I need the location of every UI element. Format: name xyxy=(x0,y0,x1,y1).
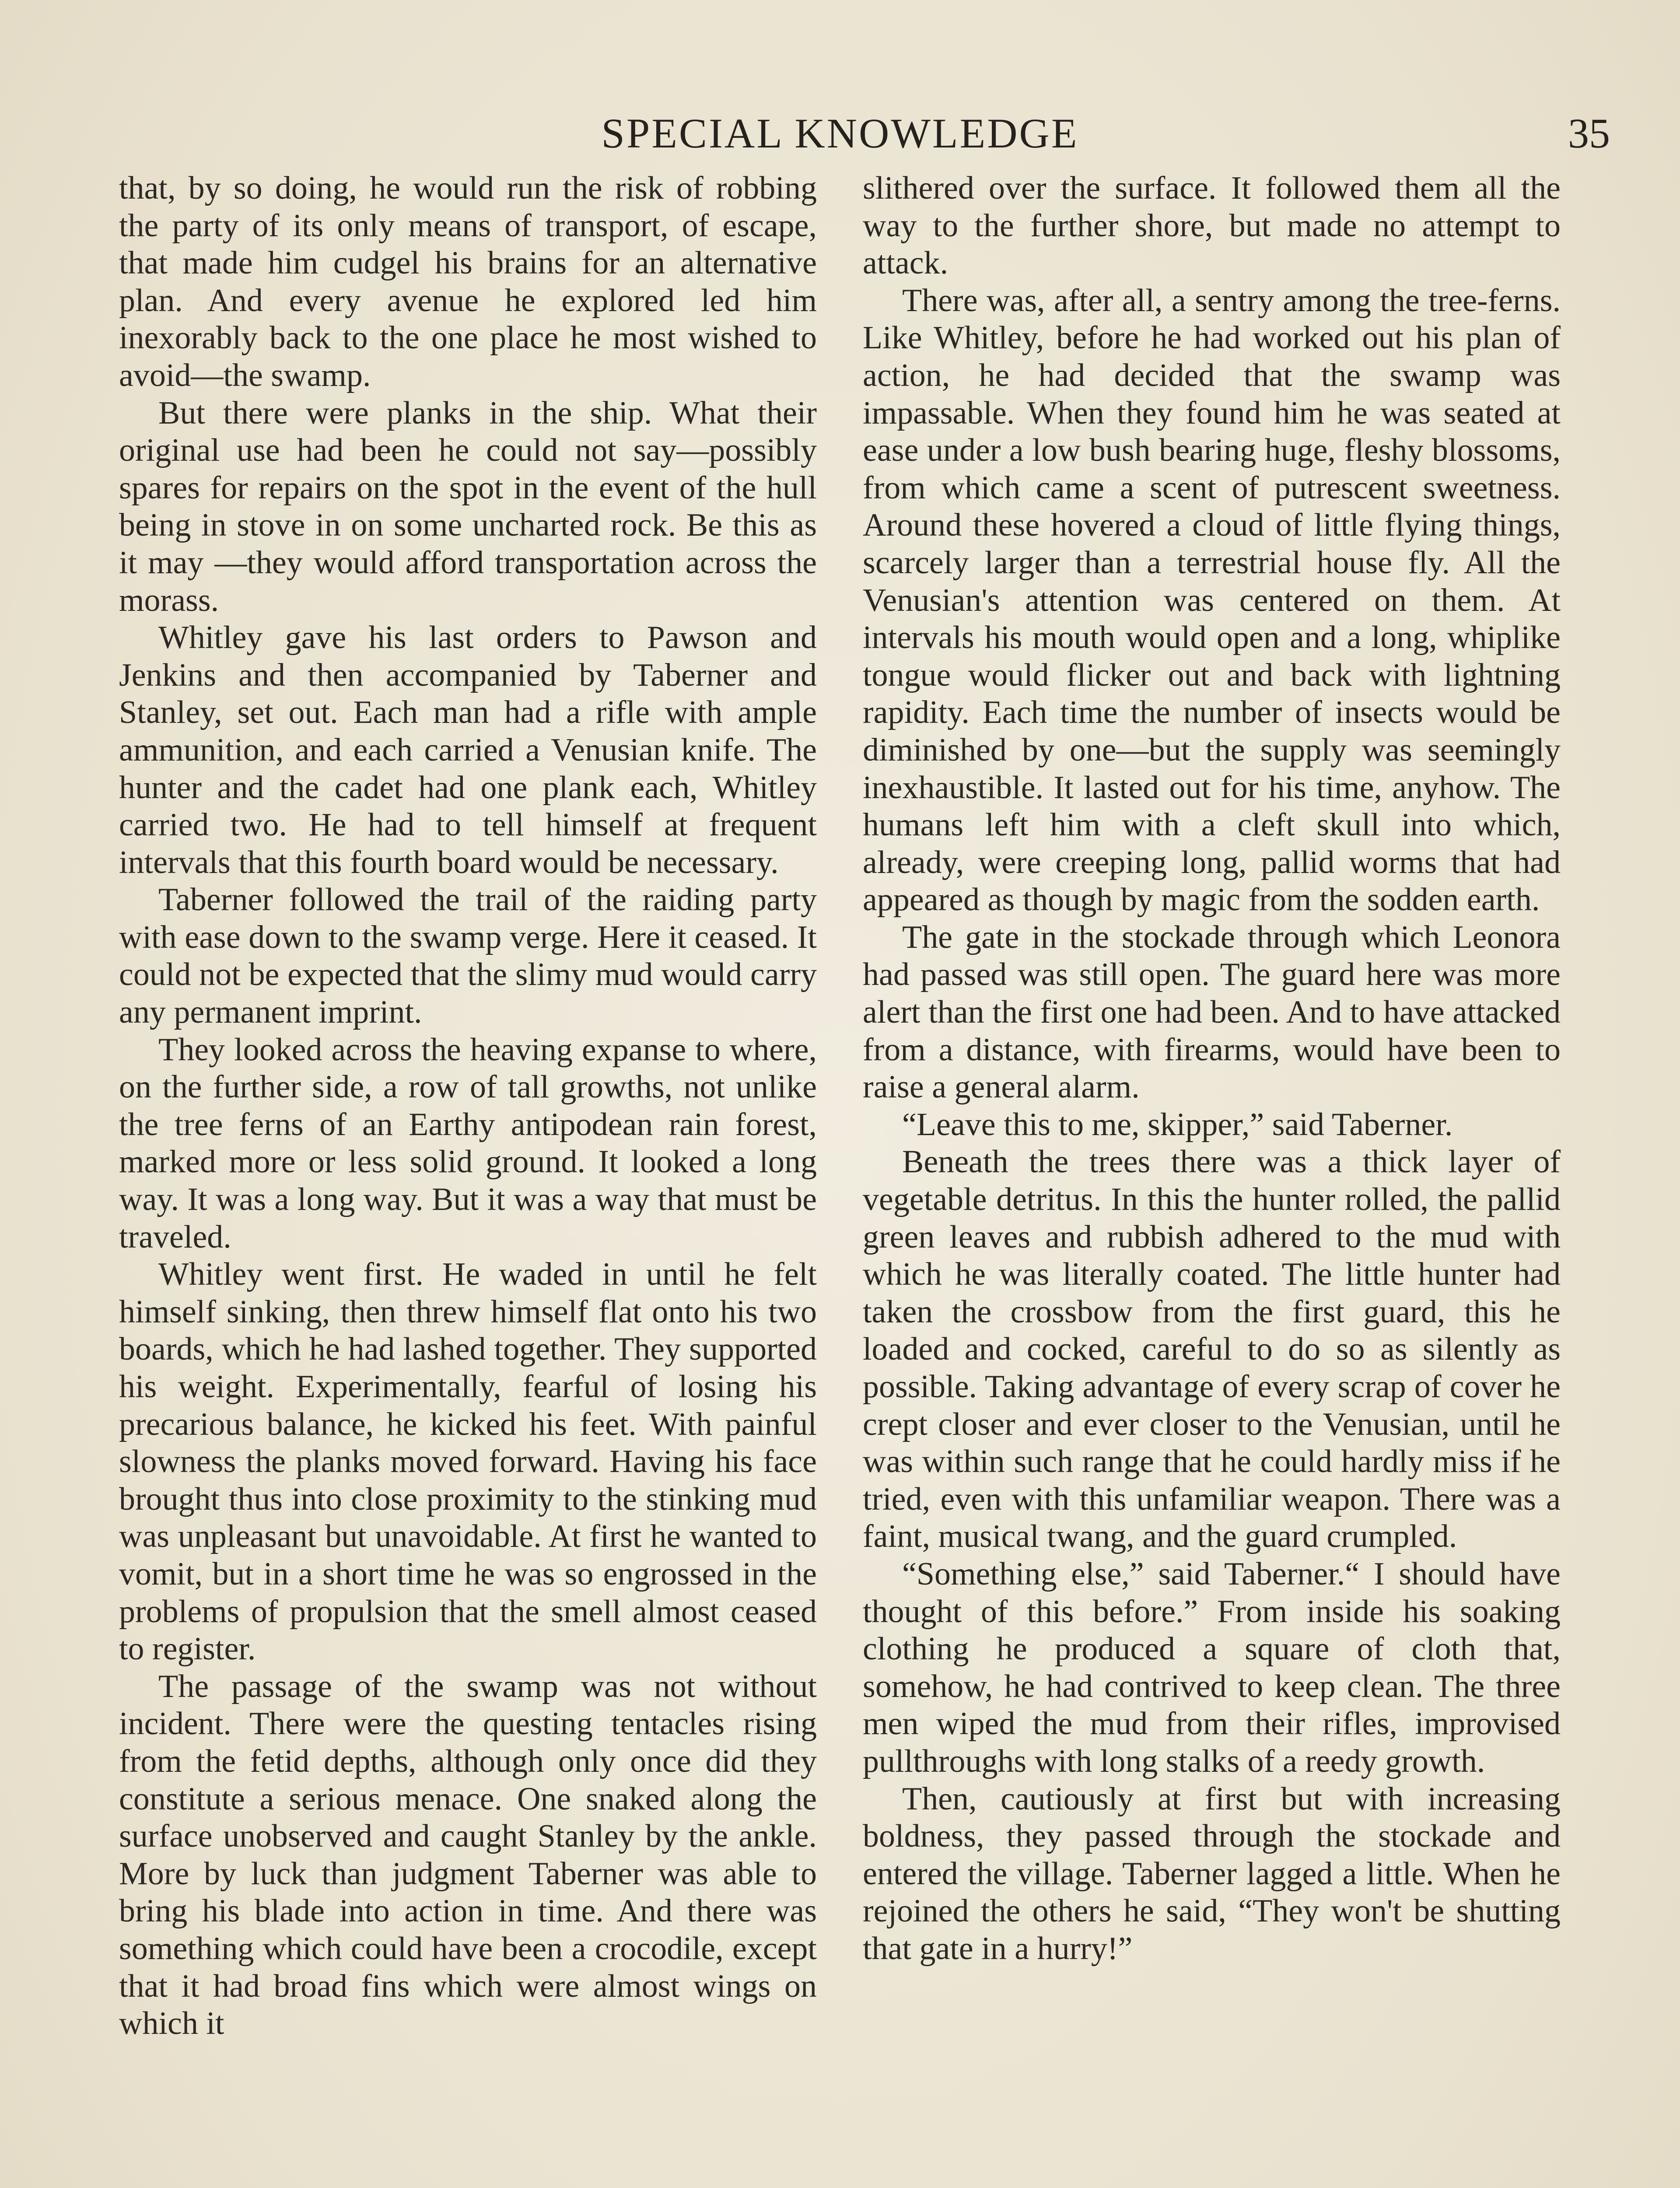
paragraph: There was, after all, a sentry among the tree-ferns. Like Whitley, before he had worked out his plan of action, he had decided that the swamp was impassable. When they found him he was seated at ease under a low bush bearing huge, fleshy blossoms, from which came a scent of putrescent sweetness. Around these hovered a cloud of little flying things, scarcely larger than a terrestrial house fly. All the Venusian's attention was centered on them. At intervals his mouth would open and a long, whiplike tongue would flicker out and back with lightning rapidity. Each time the number of insects would be diminished by one—but the supply was seemingly inexhaustible. It lasted out for his time, anyhow. The humans left him with a cleft skull into which, already, were creeping long, pallid worms that had appeared as though by magic from the sodden earth. xyxy=(863,282,1561,918)
running-title: SPECIAL KNOWLEDGE xyxy=(601,110,1079,157)
right-column xyxy=(863,170,1561,1968)
paragraph: slithered over the surface. It followed them all the way to the further shore, but made no attempt to attack. xyxy=(863,170,1561,281)
paragraph: “Something else,” said Taberner.“ I should have thought of this before.” From inside his soaking clothing he produced a square of cloth that, somehow, he had contrived to keep clean. The three men wiped the mud from their rifles, improvised pullthroughs with long stalks of a reedy growth. xyxy=(863,1556,1561,1779)
paragraph: Whitley gave his last orders to Pawson and Jenkins and then accompanied by Taberner and Stanley, set out. Each man had a rifle with ample ammunition, and each carried a Venusian knife. The hunter and the cadet had one plank each, Whitley carried two. He had to tell himself at frequent intervals that this fourth board would be necessary. xyxy=(119,620,817,880)
paragraph: Taberner followed the trail of the raiding party with ease down to the swamp verge. Here it ceased. It could not be expected that the slimy mud would carry any permanent imprint. xyxy=(119,882,817,1031)
paragraph: But there were planks in the ship. What their original use had been he could not say—possibly spares for repairs on the spot in the event of the hull being in stove in on some uncharted rock. Be this as it may —they would afford transportation across the morass. xyxy=(119,395,817,618)
paragraph: The gate in the stockade through which Leonora had passed was still open. The guard here was more alert than the first one had been. And to have attacked from a distance, with firearms, would have been to raise a general alarm. xyxy=(863,919,1561,1105)
paragraph: The passage of the swamp was not without incident. There were the questing tentacles rising from the fetid depths, although only once did they constitute a serious menace. One snaked along the surface unobserved and caught Stanley by the ankle. More by luck than judgment Taberner was able to bring his blade into action in time. And there was something which could have been a crocodile, except that it had broad fins which were almost wings on which it xyxy=(119,1668,817,2042)
left-column xyxy=(119,170,817,2043)
paragraph: “Leave this to me, skipper,” said Taberner. xyxy=(902,1106,1453,1143)
paragraph: They looked across the heaving expanse to where, on the further side, a row of tall growths, not unlike the tree ferns of an Earthy antipodean rain forest, marked more or less solid ground. It looked a long way. It was a long way. But it was a way that must be traveled. xyxy=(119,1031,817,1255)
paragraph: that, by so doing, he would run the risk of robbing the party of its only means of transport, of escape, that made him cudgel his brains for an alternative plan. And every avenue he explored led him inexorably back to the one place he most wished to avoid—the swamp. xyxy=(119,170,817,393)
paragraph: Whitley went first. He waded in until he felt himself sinking, then threw himself flat onto his two boards, which he had lashed together. They supported his weight. Experimentally, fearful of losing his precarious balance, he kicked his feet. With painful slowness the planks moved forward. Having his face brought thus into close proximity to the stinking mud was unpleasant but unavoidable. At first he wanted to vomit, but in a short time he was so engrossed in the problems of propulsion that the smell almost ceased to register. xyxy=(119,1256,817,1667)
page-number: 35 xyxy=(1568,110,1610,157)
running-head xyxy=(118,98,1610,168)
paragraph: Then, cautiously at first but with increasing boldness, they passed through the stockade and entered the village. Taberner lagged a little. When he rejoined the others he said, “They won't be shutting that gate in a hurry!” xyxy=(863,1781,1561,1967)
paragraph: Beneath the trees there was a thick layer of vegetable detritus. In this the hunter rolled, the pallid green leaves and rubbish adhered to the mud with which he was literally coated. The little hunter had taken the crossbow from the first guard, this he loaded and cocked, careful to do so as silently as possible. Taking advantage of every scrap of cover he crept closer and ever closer to the Venusian, until he was within such range that he could hardly miss if he tried, even with this unfamiliar weapon. There was a faint, musical twang, and the guard crumpled. xyxy=(863,1144,1561,1555)
